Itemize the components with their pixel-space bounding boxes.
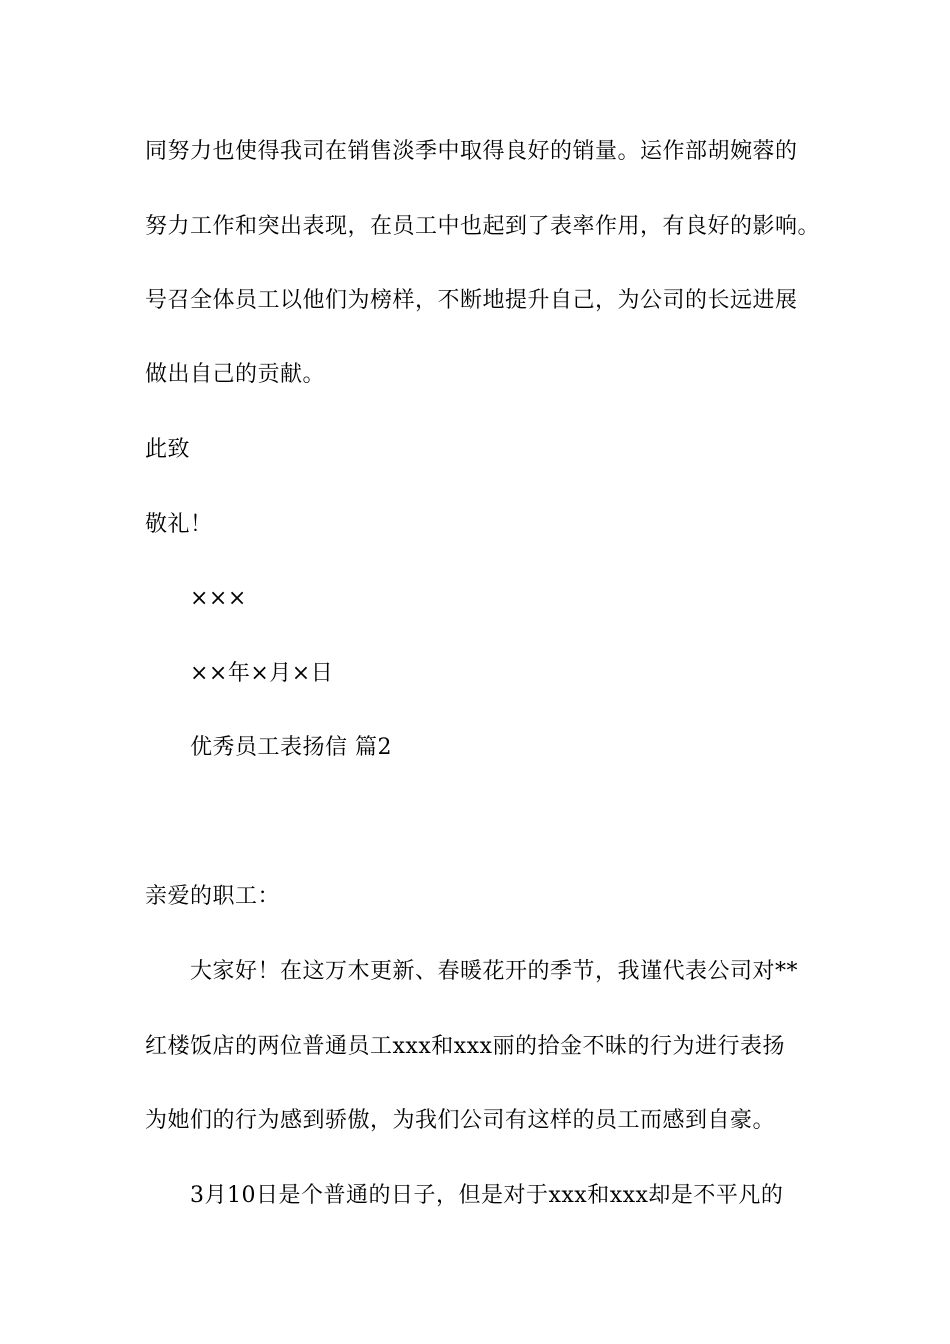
closing-line: 敬礼！ (145, 512, 213, 537)
paragraph-line: 努力工作和突出表现，在员工中也起到了表率作用，有良好的影响。 (145, 214, 821, 239)
paragraph-line: 大家好！在这万木更新、春暖花开的季节，我谨代表公司对** (190, 959, 799, 984)
paragraph-line: 3月10日是个普通的日子，但是对于xxx和xxx却是不平凡的 (190, 1183, 784, 1208)
paragraph-line: 红楼饭店的两位普通员工xxx和xxx丽的拾金不昧的行为进行表扬 (145, 1034, 785, 1059)
paragraph-line: 号召全体员工以他们为榜样，不断地提升自己，为公司的长远进展 (145, 288, 798, 313)
paragraph-line: 做出自己的贡献。 (145, 362, 326, 387)
section-title: 优秀员工表扬信 篇2 (190, 735, 392, 760)
closing-line: 此致 (145, 437, 191, 462)
paragraph-line: 同努力也使得我司在销售淡季中取得良好的销量。运作部胡婉蓉的 (145, 139, 798, 164)
salutation: 亲爱的职工： (145, 884, 281, 909)
date: ××年×月×日 (190, 661, 334, 686)
paragraph-line: 为她们的行为感到骄傲，为我们公司有这样的员工而感到自豪。 (145, 1108, 776, 1133)
signature: ××× (190, 586, 247, 611)
